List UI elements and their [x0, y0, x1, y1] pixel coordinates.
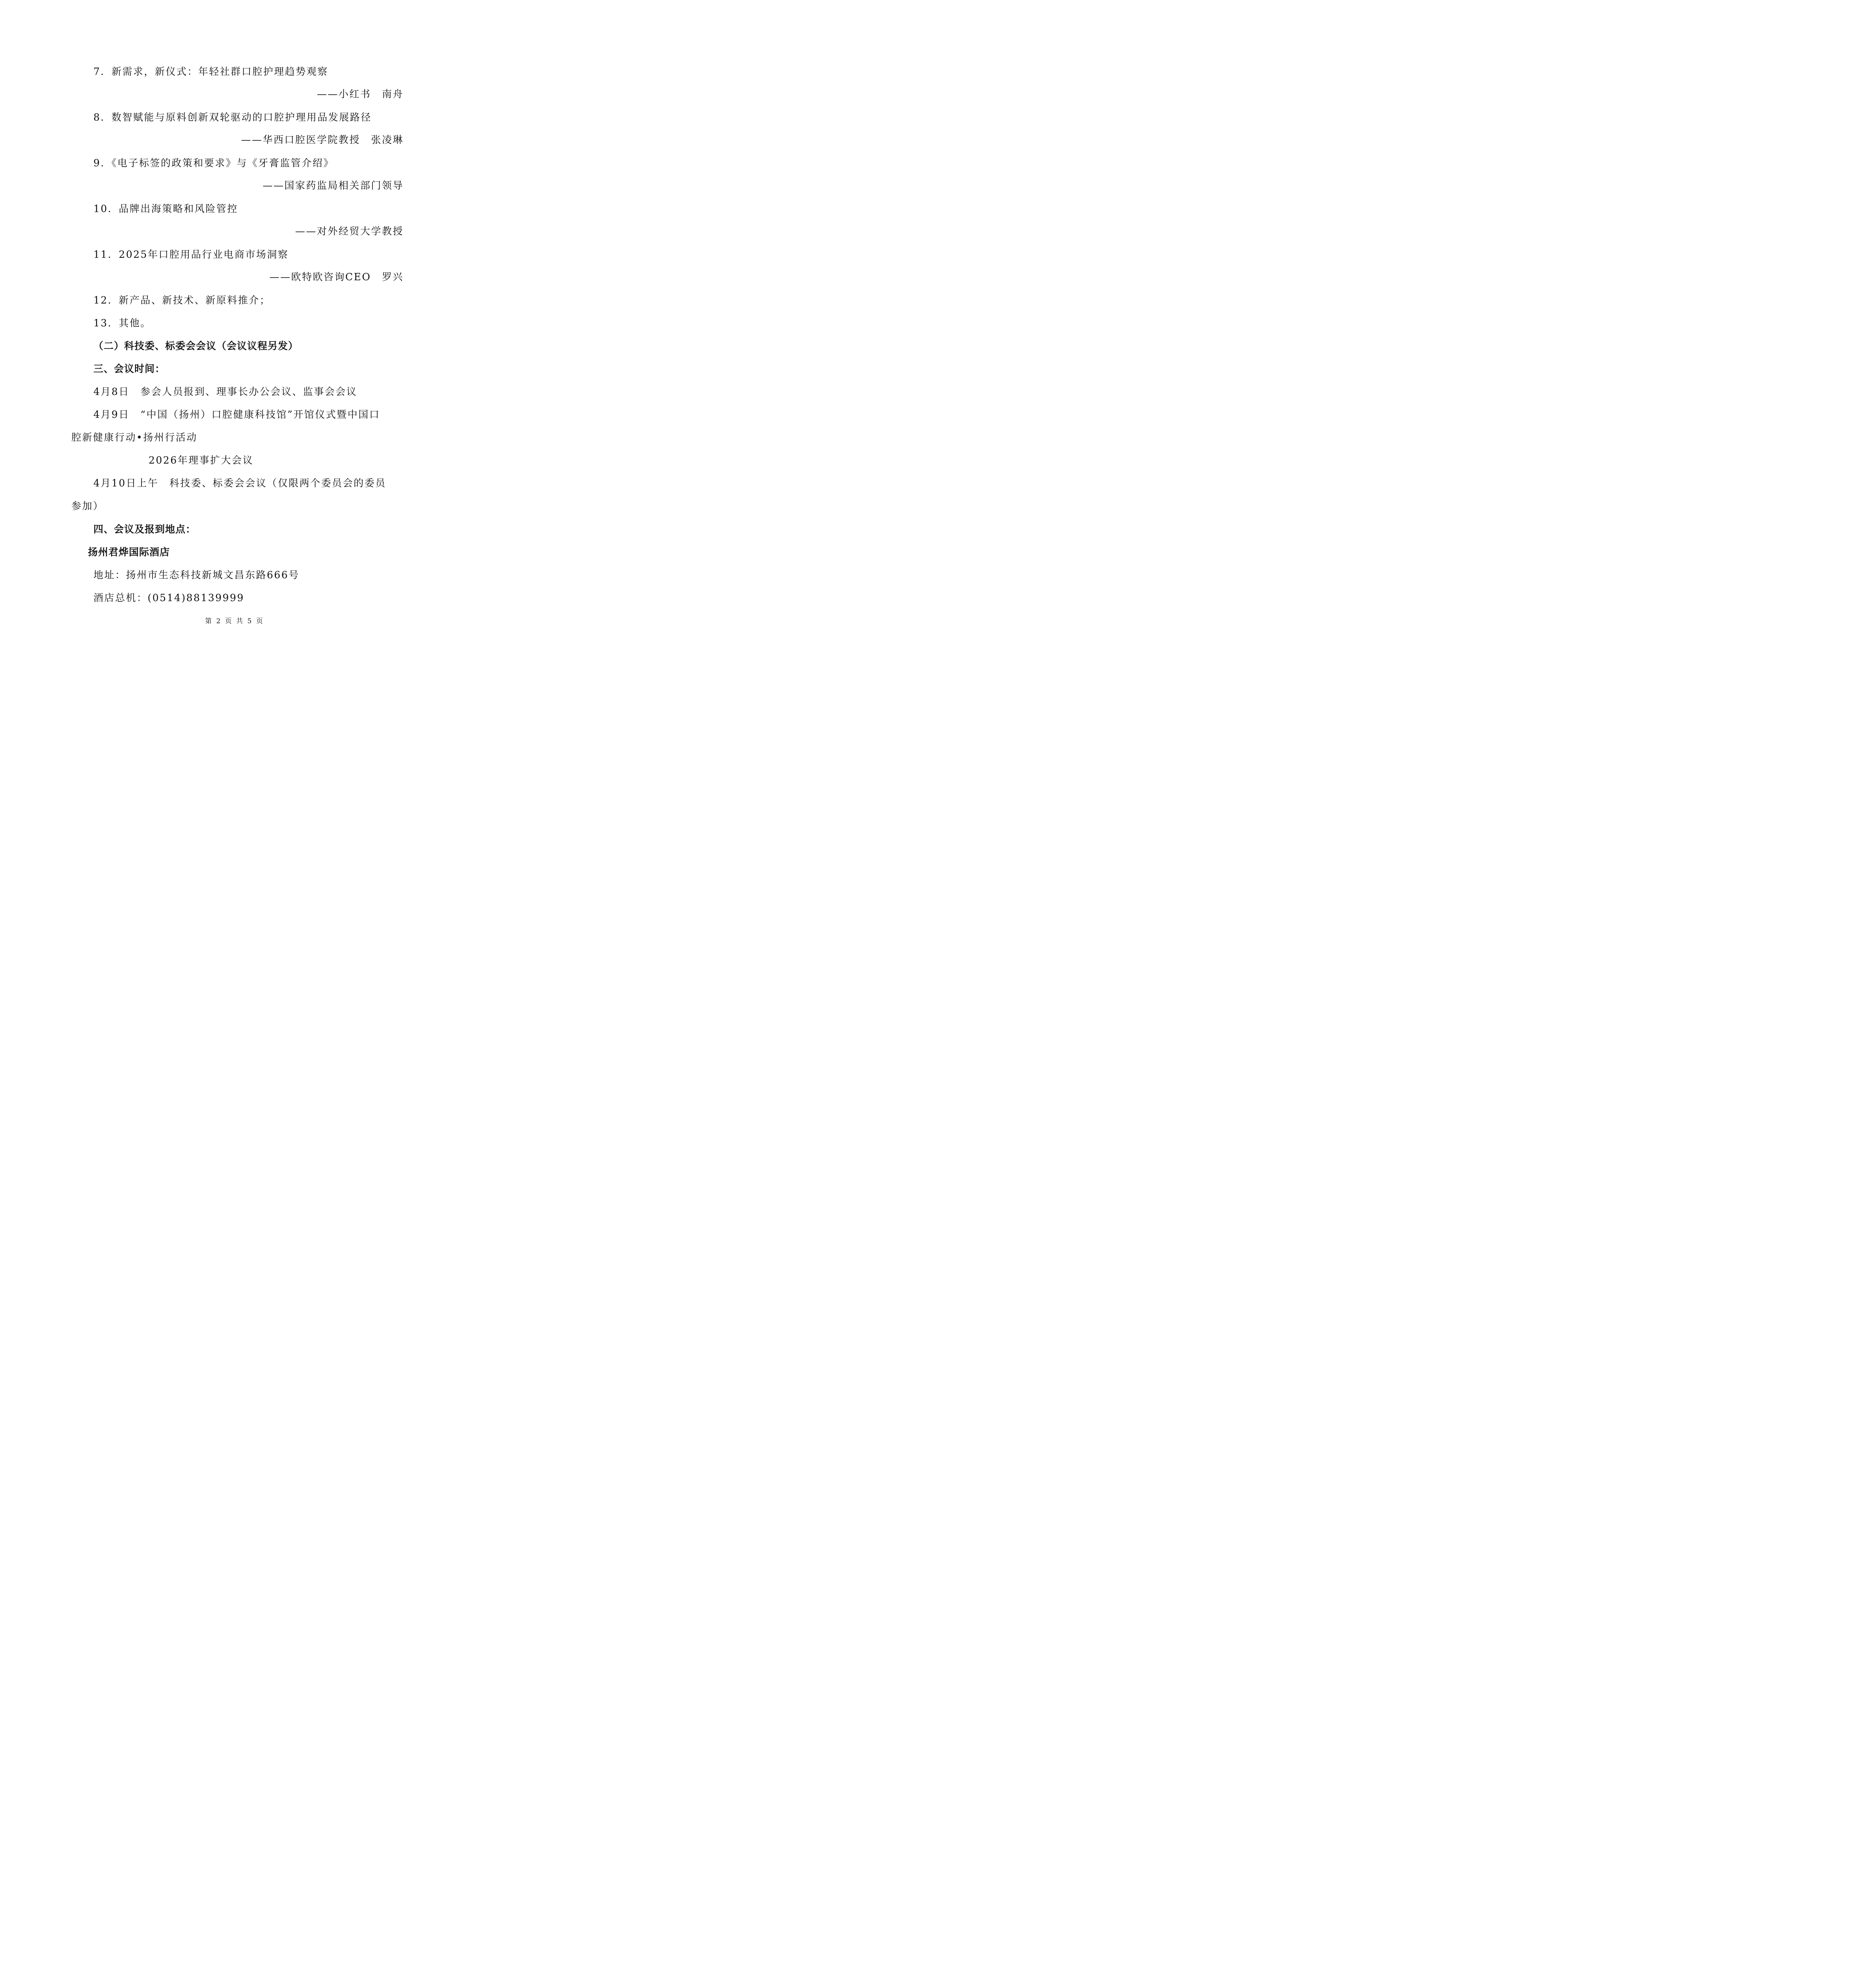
section-4-heading: 四、会议及报到地点： — [93, 523, 196, 535]
agenda-item-13: 13．其他。 — [93, 317, 151, 329]
hotel-phone: 酒店总机：(0514)88139999 — [93, 592, 244, 604]
agenda-item-11: 11．2025年口腔用品行业电商市场洞察 — [93, 249, 289, 260]
agenda-item-8-speaker: ——华西口腔医学院教授 张凌琳 — [241, 134, 404, 145]
schedule-apr-10-cont: 参加） — [71, 500, 104, 512]
schedule-apr-8: 4月8日 参会人员报到、理事长办公会议、监事会会议 — [93, 386, 357, 397]
agenda-item-7: 7．新需求，新仪式：年轻社群口腔护理趋势观察 — [93, 66, 328, 77]
agenda-item-7-speaker: ——小红书 南舟 — [316, 88, 404, 100]
agenda-item-12: 12．新产品、新技术、新原料推介； — [93, 294, 271, 306]
agenda-item-11-speaker: ——欧特欧咨询CEO 罗兴 — [269, 271, 404, 283]
agenda-item-9-speaker: ——国家药监局相关部门领导 — [262, 180, 404, 191]
agenda-item-10-speaker: ——对外经贸大学教授 — [295, 225, 404, 237]
agenda-item-9: 9．《电子标签的政策和要求》与《牙膏监管介绍》 — [93, 157, 334, 169]
subsection-heading: （二）科技委、标委会会议（会议议程另发） — [93, 340, 299, 352]
agenda-item-8: 8．数智赋能与原料创新双轮驱动的口腔护理用品发展路径 — [93, 112, 372, 123]
agenda-item-10: 10．品牌出海策略和风险管控 — [93, 203, 238, 214]
hotel-address: 地址：扬州市生态科技新城文昌东路666号 — [93, 569, 300, 581]
schedule-apr-9: 4月9日 “中国（扬州）口腔健康科技馆”开馆仪式暨中国口 — [93, 409, 380, 420]
page-number: 第 2 页 共 5 页 — [205, 617, 264, 625]
hotel-name: 扬州君烨国际酒店 — [88, 546, 170, 558]
schedule-apr-9-cont: 腔新健康行动•扬州行活动 — [71, 432, 197, 443]
schedule-apr-9-meeting: 2026年理事扩大会议 — [149, 455, 254, 466]
schedule-apr-10: 4月10日上午 科技委、标委会会议（仅限两个委员会的委员 — [93, 477, 386, 489]
section-3-heading: 三、会议时间： — [93, 363, 166, 374]
